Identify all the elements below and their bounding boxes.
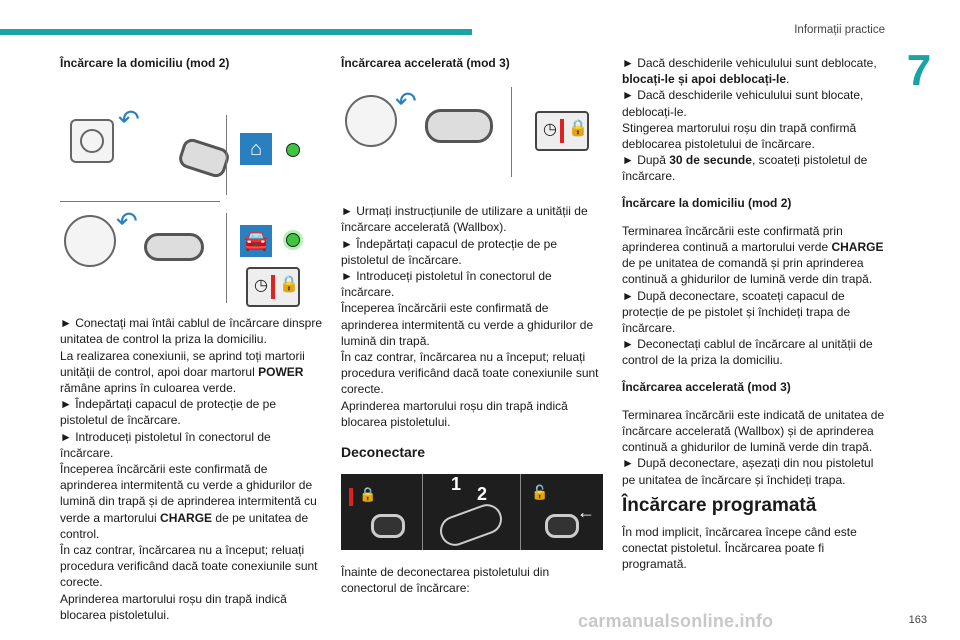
step-label-2: 2 [477, 484, 488, 505]
clock-icon: ◷ [543, 121, 557, 139]
arrow-icon: ↶ [116, 206, 138, 237]
col3-para-3: Stingerea martorului roșu din trapă confirmă deblocarea pistoletului de încărcare. [622, 120, 857, 152]
col1-para-2: La realizarea conexiunii, se aprind toți martorii unității de control, apoi doar martorul POWER rămâne aprins în culoarea verde. [60, 348, 305, 396]
figure-home-charging [60, 83, 322, 307]
arrow-icon: ↶ [395, 86, 417, 117]
charging-gun-icon [545, 514, 579, 538]
col1-para-7: Aprinderea martorului roșu din trapă indică blocarea pistoletului. [60, 591, 287, 622]
col1-para-4: ► Introduceți pistoletul în conectorul de încărcare. [60, 429, 271, 460]
car-icon: 🚘 [240, 225, 272, 257]
green-led-icon [286, 143, 300, 157]
lock-panel-icon [246, 267, 300, 307]
figure-disconnect [341, 474, 603, 550]
padlock-icon: 🔓 [531, 484, 549, 501]
column-accelerated-charging [341, 55, 603, 597]
clock-icon: ◷ [254, 277, 268, 295]
charging-connector-icon [345, 95, 397, 147]
col1-para-3: ► Îndepărtați capacul de protecție de pe pistoletul de încărcare. [60, 397, 277, 428]
heading-disconnect: Deconectare [341, 444, 426, 461]
watermark: carmanualsonline.info [578, 611, 774, 631]
col2-para-5: În caz contrar, încărcarea nu a început; reluați procedura verificând dacă toate conexiunile sunt corecte. [341, 350, 599, 397]
col2-para-3: ► Introduceți pistoletul în conectorul de încărcare. [341, 269, 552, 300]
col2-after-figure: Înainte de deconectarea pistoletului din conectorul de încărcare: [341, 565, 550, 596]
col3-sub2-para-1: Terminarea încărcării este indicată de unitatea de încărcare accelerată (Wallbox) și de aprinderea continuă a ghidurilor de lumină verde din trapă. [622, 407, 885, 455]
col1-para-1: ► Conectați mai întâi cablul de încărcare dinspre unitatea de control la priza la domiciliu. [60, 316, 323, 347]
col3-sub2-para-2: ► După deconectare, așezați din nou pistoletul pe unitatea de încărcare și închideți trapa. [622, 456, 874, 487]
wall-socket-icon [70, 119, 114, 163]
heading-accelerated-charging: Încărcarea accelerată (mod 3) [341, 56, 510, 70]
heading-accelerated-charging-end: Încărcarea accelerată (mod 3) [622, 379, 791, 394]
col3-sub1-para-2: ► După deconectare, scoateți capacul de protecție de pe pistolet și închideți trapa de încărcare. [622, 288, 851, 336]
lock-panel-icon [535, 111, 589, 151]
padlock-icon: 🔒 [359, 486, 377, 503]
col3-para-1: ► Dacă deschiderile vehiculului sunt deblocate, blocați-le și apoi deblocați-le. [622, 56, 877, 87]
padlock-icon: 🔒 [279, 276, 299, 294]
heading-scheduled-charging: Încărcare programată [622, 494, 817, 516]
col3-para-2: ► Dacă deschiderile vehiculului sunt blocate, deblocați-le. [622, 88, 864, 119]
col3-final-para: În mod implicit, încărcarea începe când este conectat pistoletul. Încărcarea poate fi programată. [622, 525, 857, 572]
header-accent-bar [0, 29, 472, 35]
heading-home-charging: Încărcare la domiciliu (mod 2) [60, 56, 230, 70]
section-title: Informații practice [794, 24, 885, 36]
arrow-icon: ↶ [118, 104, 140, 135]
col3-para-4: ► După 30 de secunde, scoateți pistoletul de încărcare. [622, 153, 868, 184]
figure-accelerated-charging [341, 83, 603, 185]
col2-para-2: ► Îndepărtați capacul de protecție de pe pistoletul de încărcare. [341, 236, 558, 267]
step-label-1: 1 [451, 474, 462, 495]
charging-gun-icon [425, 109, 493, 143]
col1-para-6: În caz contrar, încărcarea nu a început; reluați procedura verificând dacă toate conexiunile sunt corecte. [60, 543, 318, 590]
charging-connector-icon [64, 215, 116, 267]
green-led-icon [286, 233, 300, 247]
charging-gun-icon [371, 514, 405, 538]
charging-gun-icon [144, 233, 204, 261]
key-fob-icon [436, 500, 506, 550]
column-end-of-charging [622, 55, 888, 573]
control-unit-icon [177, 137, 232, 180]
col3-sub1-para-1: Terminarea încărcării este confirmată prin aprinderea continuă a martorului verde CHARGE de pe unitatea de comandă și prin aprinderea continuă a ghidurilor de lumină verde din trapă. [622, 223, 884, 287]
chapter-number: 7 [906, 46, 932, 95]
page-number: 163 [908, 614, 927, 626]
col1-para-5: Începerea încărcării este confirmată de aprinderea intermitentă cu verde a ghidurilor de lumină din trapă și de aprinderea intermitentă cu verde a martorului CHARGE de pe unitatea de control. [60, 462, 317, 541]
col2-para-1: ► Urmați instrucțiunile de utilizare a unității de încărcare accelerată (Wallbox). [341, 204, 588, 235]
column-home-charging [60, 55, 322, 623]
heading-home-charging-end: Încărcare la domiciliu (mod 2) [622, 195, 792, 210]
col3-sub1-para-3: ► Deconectați cablul de încărcare al unității de control de la priza la domiciliu. [622, 337, 873, 368]
arrow-icon: ← [577, 502, 595, 523]
house-icon: ⌂ [240, 133, 272, 165]
padlock-icon: 🔒 [568, 120, 588, 138]
col2-para-6: Aprinderea martorului roșu din trapă indică blocarea pistoletului. [341, 398, 568, 429]
col2-para-4: Începerea încărcării este confirmată de aprinderea intermitentă cu verde a ghidurilor de lumină din trapă. [341, 301, 594, 348]
